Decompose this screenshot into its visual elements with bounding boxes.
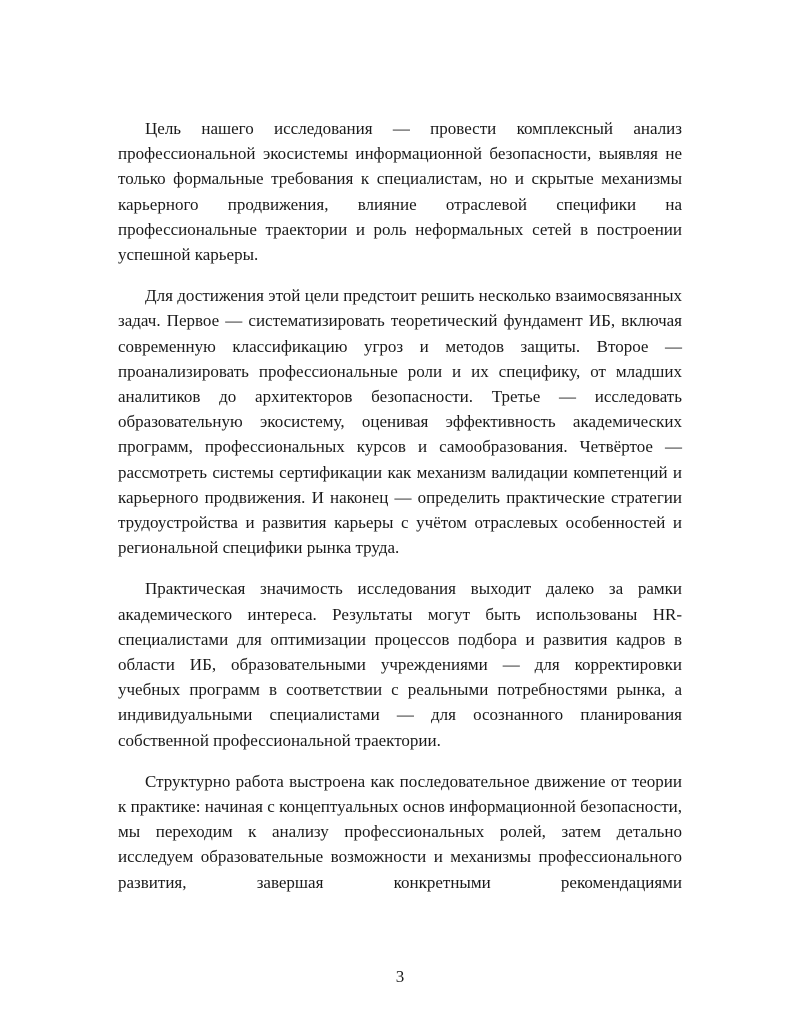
paragraph-significance: Практическая значимость исследования выходит далеко за рамки академического интереса. Результаты могут быть использованы HR-специалистами для оптимизации процессов подбора и развития кадров в области ИБ, образовательными учреждениями — для корректировки учебных программ в соответствии с реальными потребностями рынка, а индивидуальными специалистами — для осознанного планирования собственной профессиональной траектории.: [118, 579, 682, 750]
document-body: [118, 116, 682, 911]
page-number: 3: [395, 967, 405, 986]
paragraph-structure: Структурно работа выстроена как последовательное движение от теории к практике: начиная с концептуальных основ информационной безопасности, мы переходим к анализу профессиональных ролей, затем детально исследуем образовательные возможности и механизмы профессионального развития, завершая конкретными рекомендациями: [118, 771, 682, 892]
paragraph-goal: Цель нашего исследования — провести комплексный анализ профессиональной экосистемы информационной безопасности, выявляя не только формальные требования к специалистам, но и скрытые механизмы карьерного продвижения, влияние отраслевой специфики на профессиональные траектории и роль неформальных сетей в построении успешной карьеры.: [118, 119, 682, 265]
paragraph-tasks: Для достижения этой цели предстоит решить несколько взаимосвязанных задач. Первое — систематизировать теоретический фундамент ИБ, включая современную классификацию угроз и методов защиты. Второе — проанализировать профессиональные роли и их специфику, от младших аналитиков до архитекторов безопасности. Третье — исследовать образовательную экосистему, оценивая эффективность академических программ, профессиональных курсов и самообразования. Четвёртое — рассмотреть системы сертификации как механизм валидации компетенций и карьерного продвижения. И наконец — определить практические стратегии трудоустройства и развития карьеры с учётом отраслевых особенностей и региональной специфики рынка труда.: [118, 286, 682, 558]
